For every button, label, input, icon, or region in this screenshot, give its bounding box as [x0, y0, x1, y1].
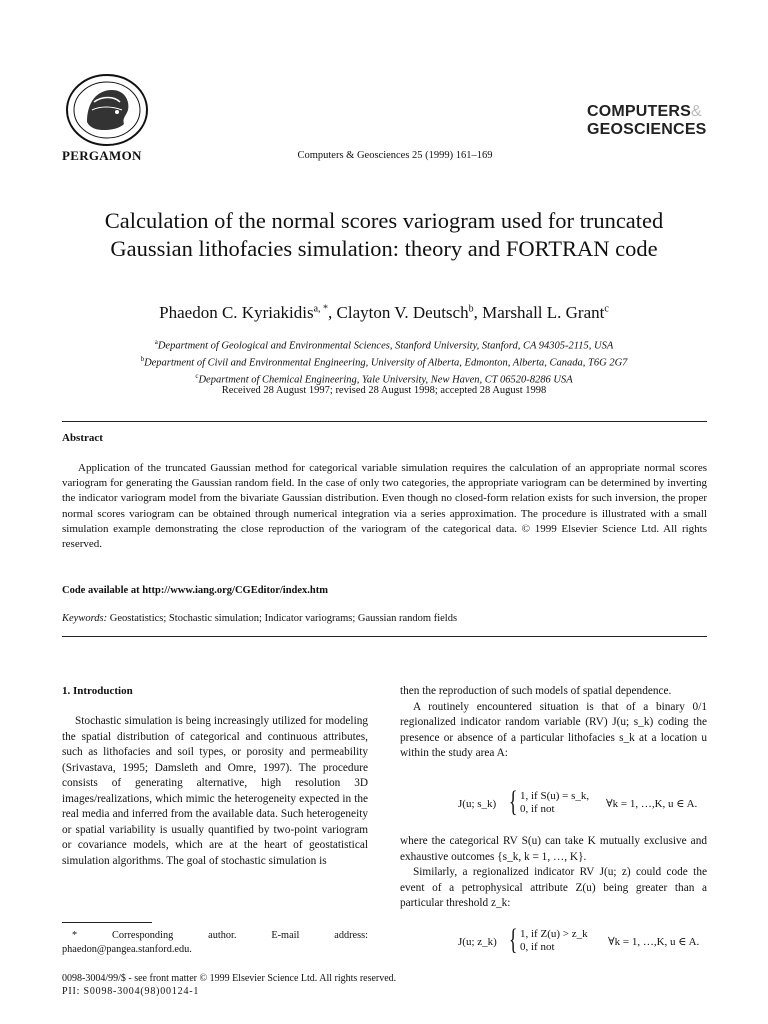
body-paragraph: where the categorical RV S(u) can take K mutually exclusive and exhaustive outcomes {s_k, k = 1, …, K}. — [400, 835, 707, 863]
equation-2 — [458, 923, 708, 958]
affiliation: Department of Chemical Engineering, Yale University, New Haven, CT 06520-8286 USA — [198, 374, 573, 386]
journal-logo — [587, 103, 707, 139]
author-affil-marker: b — [468, 303, 474, 315]
body-paragraph: then the reproduction of such models of spatial dependence. — [400, 685, 672, 697]
affiliation: Department of Civil and Environmental Engineering, University of Alberta, Edmonton, Alberta, Canada, T6G 2G7 — [144, 357, 628, 369]
footnote-rule — [62, 922, 152, 923]
section-heading: 1. Introduction — [62, 685, 133, 697]
affiliation: Department of Geological and Environmental Sciences, Stanford University, Stanford, CA 94305-2115, USA — [157, 340, 614, 352]
journal-logo-line2: GEOSCIENCES — [587, 121, 707, 138]
author-affil-marker: a, * — [313, 303, 329, 315]
issn-line: 0098-3004/99/$ - see front matter © 1999 Elsevier Science Ltd. All rights reserved. — [62, 973, 397, 984]
abstract-heading: Abstract — [62, 432, 103, 444]
eq-tail: ∀k = 1, …,K, u ∈ A. — [608, 936, 700, 948]
eq-cases — [520, 790, 589, 816]
publisher-seal-logo — [62, 72, 152, 148]
article-title: Calculation of the normal scores variogram used for truncated Gaussian lithofacies simulation: theory and FORTRAN code — [104, 208, 664, 261]
divider-rule — [62, 636, 707, 637]
journal-logo-line1: COMPUTERS — [587, 103, 692, 120]
author-name: Phaedon C. Kyriakidis — [159, 303, 314, 322]
publisher-name: PERGAMON — [62, 148, 142, 163]
code-availability: Code available at http://www.iang.org/CGEditor/index.htm — [62, 585, 329, 596]
body-paragraph: A routinely encountered situation is that of a binary 0/1 regionalized indicator random variable (RV) J(u; s_k) coding the presence or absence of a particular lithofacies s_k at a location u within the study area A: — [400, 700, 707, 759]
eq-tail: ∀k = 1, …,K, u ∈ A. — [606, 798, 698, 810]
body-right-column — [400, 684, 707, 762]
eq-case: 0, if not — [520, 803, 555, 815]
keywords-label: Keywords: — [62, 613, 108, 624]
equation-1 — [458, 785, 708, 820]
author-affil-marker: c — [604, 303, 609, 315]
journal-citation: Computers & Geosciences 25 (1999) 161–169 — [297, 150, 493, 161]
received-dates: Received 28 August 1997; revised 28 August 1998; accepted 28 August 1998 — [221, 385, 547, 396]
divider-rule — [62, 421, 707, 422]
author-list: Phaedon C. Kyriakidis$^{a, *}$, Clayton V. Deutsch$^b$, Marshall L. Grant$^c$ — [159, 303, 609, 322]
pii-line: PII: S0098-3004(98)00124-1 — [62, 986, 200, 997]
keywords-text: Geostatistics; Stochastic simulation; Indicator variograms; Gaussian random fields — [109, 613, 458, 624]
author-name: Clayton V. Deutsch — [336, 303, 469, 322]
keywords-line — [62, 613, 457, 624]
eq-lhs: J(u; s_k) — [458, 798, 497, 810]
abstract-body: Application of the truncated Gaussian method for categorical variable simulation requires the calculation of an appropriate normal scores variogram for generating the Gaussian random field. In the case of only two categories, the appropriate variogram can be determined by inverting the indicator variogram model from the bivariate Gaussian distribution. Even though no closed-form relation exists for such inversion, the proper normal scores variogram can be obtained through numerical integration via a series approximation. The procedure is illustrated with a small simulation example demonstrating the close reproduction of the variogram of the categorical data. © 1999 Elsevier Science Ltd. All rights reserved. — [62, 462, 707, 551]
body-right-column-continued — [400, 834, 707, 912]
body-paragraph: Stochastic simulation is being increasingly utilized for modeling the spatial distribution of categorical and continuous attributes, such as lithofacies and soil types, or porosity and permeability (Srivastava, 1995; Damsleth and Omre, 1997). The procedure consists of generating alternative, high resolution 3D images/realizations, which mimic the heterogeneity expected in the real media and inferred from the available data. Such heterogeneity or spatial variability is usually quantified by two-point variogram or covariance models, which are at the heart of geostatistical simulation algorithms. The goal of stochastic simulation is — [62, 715, 368, 867]
body-left-column — [62, 714, 368, 869]
eq-case: 1, if S(u) = s_k, — [520, 790, 590, 802]
brace-glyph: { — [508, 785, 518, 818]
eq-lhs: J(u; z_k) — [458, 936, 497, 948]
affiliations — [60, 336, 708, 387]
footnote: * Corresponding author. E-mail address: phaedon@pangea.stanford.edu. — [62, 930, 368, 955]
eq-case: 1, if Z(u) > z_k — [520, 928, 588, 940]
affil-marker: a — [154, 338, 158, 346]
affil-marker: b — [140, 355, 145, 363]
bottom-meta — [62, 972, 396, 998]
author-name: Marshall L. Grant — [482, 303, 605, 322]
affil-marker: c — [195, 372, 199, 380]
brace-glyph: { — [508, 923, 518, 956]
eq-case: 0, if not — [520, 941, 555, 953]
body-paragraph: Similarly, a regionalized indicator RV J(u; z) could code the event of a petrophysical attribute Z(u) being greater than a particular threshold z_k: — [400, 866, 707, 909]
journal-logo-amp: & — [691, 103, 702, 120]
eq-cases — [520, 928, 588, 954]
